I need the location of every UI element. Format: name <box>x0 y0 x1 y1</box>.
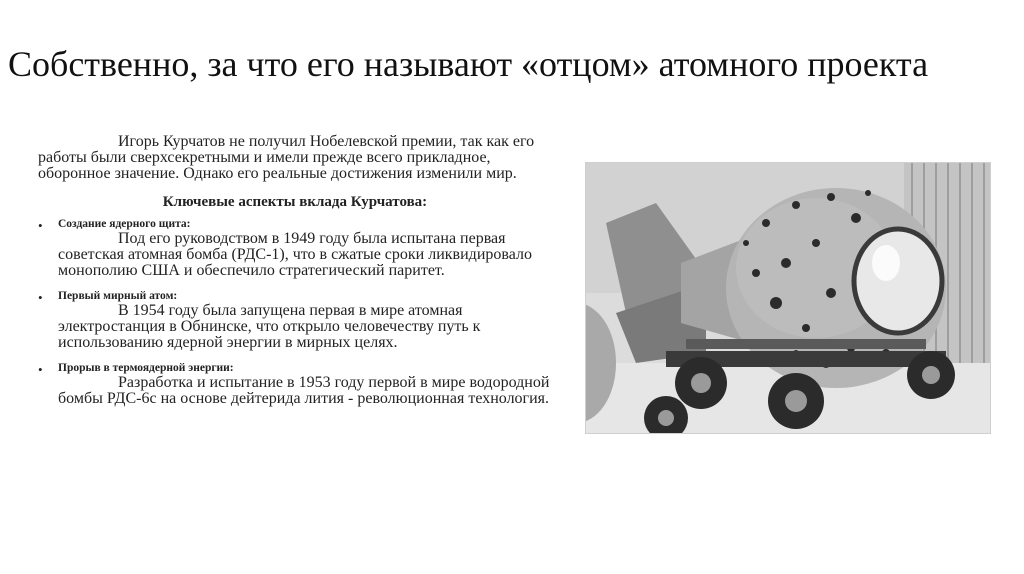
bullet-icon: • <box>38 362 43 377</box>
aspect-text: В 1954 году была запущена первая в мире атомная электростанция в Обнинске, что открыло человечеству путь к использованию ядерной энергии в мирных целях. <box>58 302 481 351</box>
aspect-text: Разработка и испытание в 1953 году первой в мире водородной бомбы РДС-6с на основе дейтерида лития - революционная технология. <box>58 374 550 407</box>
slide-title: Собственно, за что его называют «отцом» атомного проекта <box>8 44 929 84</box>
bullet-icon: • <box>38 290 43 305</box>
intro-paragraph: Игорь Курчатов не получил Нобелевской премии, так как его работы были сверхсекретными и имели прежде всего прикладное, оборонное значение. Однако его реальные достижения изменили мир. <box>38 133 535 182</box>
aspect-label: Первый мирный атом: <box>58 290 178 302</box>
aspect-item-peaceful-atom <box>38 290 552 351</box>
aspect-label: Прорыв в термоядерной энергии: <box>58 362 234 374</box>
aspect-item-shield <box>38 218 552 279</box>
aspect-text: Под его руководством в 1949 году была испытана первая советская атомная бомба (РДС-1), что в сжатые сроки ликвидировало монополию США и обеспечило стратегический паритет. <box>58 230 532 279</box>
aspects-heading: Ключевые аспекты вклада Курчатова: <box>162 194 428 210</box>
aspect-item-thermonuclear <box>38 362 552 407</box>
text-column <box>38 134 552 418</box>
atomic-bomb-photo <box>585 162 991 434</box>
aspect-label: Создание ядерного щита: <box>58 218 191 230</box>
bullet-icon: • <box>38 218 43 233</box>
atomic-bomb-photo-icon <box>586 163 990 433</box>
